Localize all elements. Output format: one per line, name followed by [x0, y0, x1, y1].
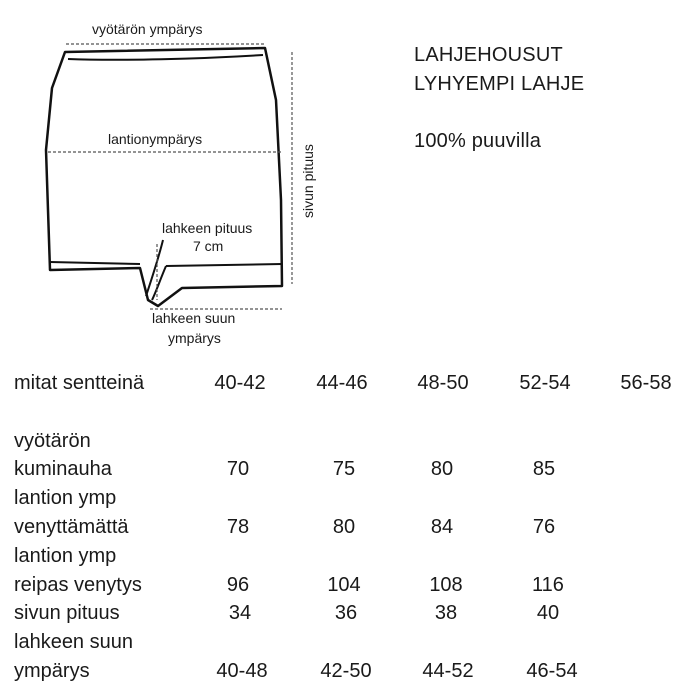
product-title-line2: LYHYEMPI LAHJE — [414, 73, 585, 95]
row-2-value-1: 78 — [226, 516, 250, 538]
row-1-label-line1: vyötärön — [14, 430, 91, 452]
row-5-value-1: 40-48 — [216, 660, 268, 682]
row-4-value-4: 40 — [536, 602, 560, 624]
leg-opening-label-line2: ympärys — [168, 330, 221, 346]
row-2-value-2: 80 — [332, 516, 356, 538]
row-4-value-3: 38 — [434, 602, 458, 624]
row-2-label-line1: lantion ymp — [14, 487, 117, 509]
size-header-2: 44-46 — [316, 372, 368, 394]
row-5-value-3: 44-52 — [422, 660, 474, 682]
leg-length-value: 7 cm — [193, 238, 224, 254]
row-2-value-3: 84 — [430, 516, 454, 538]
row-1-value-4: 85 — [532, 458, 556, 480]
leg-opening-label: lahkeen suun — [152, 310, 236, 326]
row-4-value-2: 36 — [334, 602, 358, 624]
row-1-value-1: 70 — [226, 458, 250, 480]
row-3-value-2: 104 — [327, 574, 361, 596]
row-5-value-2: 42-50 — [320, 660, 372, 682]
row-3-value-3: 108 — [429, 574, 463, 596]
garment-outline — [46, 48, 282, 306]
product-title-line1: LAHJEHOUSUT — [414, 44, 563, 66]
row-1-label-line2: kuminauha — [14, 458, 112, 480]
row-2-value-4: 76 — [532, 516, 556, 538]
product-material: 100% puuvilla — [414, 130, 542, 152]
crotch-fold — [146, 240, 166, 300]
row-3-label-line1: lantion ymp — [14, 545, 117, 567]
table-header-label: mitat sentteinä — [14, 372, 145, 394]
row-2-label-line2: venyttämättä — [14, 516, 129, 538]
row-1-value-3: 80 — [430, 458, 454, 480]
row-5-label-line1: lahkeen suun — [14, 631, 133, 653]
leg-length-label: lahkeen pituus — [162, 220, 253, 236]
row-1-value-2: 75 — [332, 458, 356, 480]
size-header-5: 56-58 — [620, 372, 672, 394]
leg-hem-line-left — [50, 262, 140, 264]
row-4-label: sivun pituus — [14, 602, 120, 624]
side-length-label: sivun pituus — [300, 144, 316, 218]
row-3-value-1: 96 — [226, 574, 250, 596]
row-5-label-line2: ympärys — [14, 660, 90, 682]
waistband-line — [68, 55, 263, 60]
leg-hem-line-right — [166, 264, 282, 266]
size-header-4: 52-54 — [519, 372, 571, 394]
row-3-label-line2: reipas venytys — [14, 574, 142, 596]
size-header-1: 40-42 — [214, 372, 266, 394]
hip-label: lantionympärys — [108, 131, 203, 147]
size-header-3: 48-50 — [417, 372, 469, 394]
row-3-value-4: 116 — [532, 574, 564, 596]
row-4-value-1: 34 — [228, 602, 252, 624]
row-5-value-4: 46-54 — [526, 660, 578, 682]
waist-label: vyötärön ympärys — [92, 21, 203, 37]
